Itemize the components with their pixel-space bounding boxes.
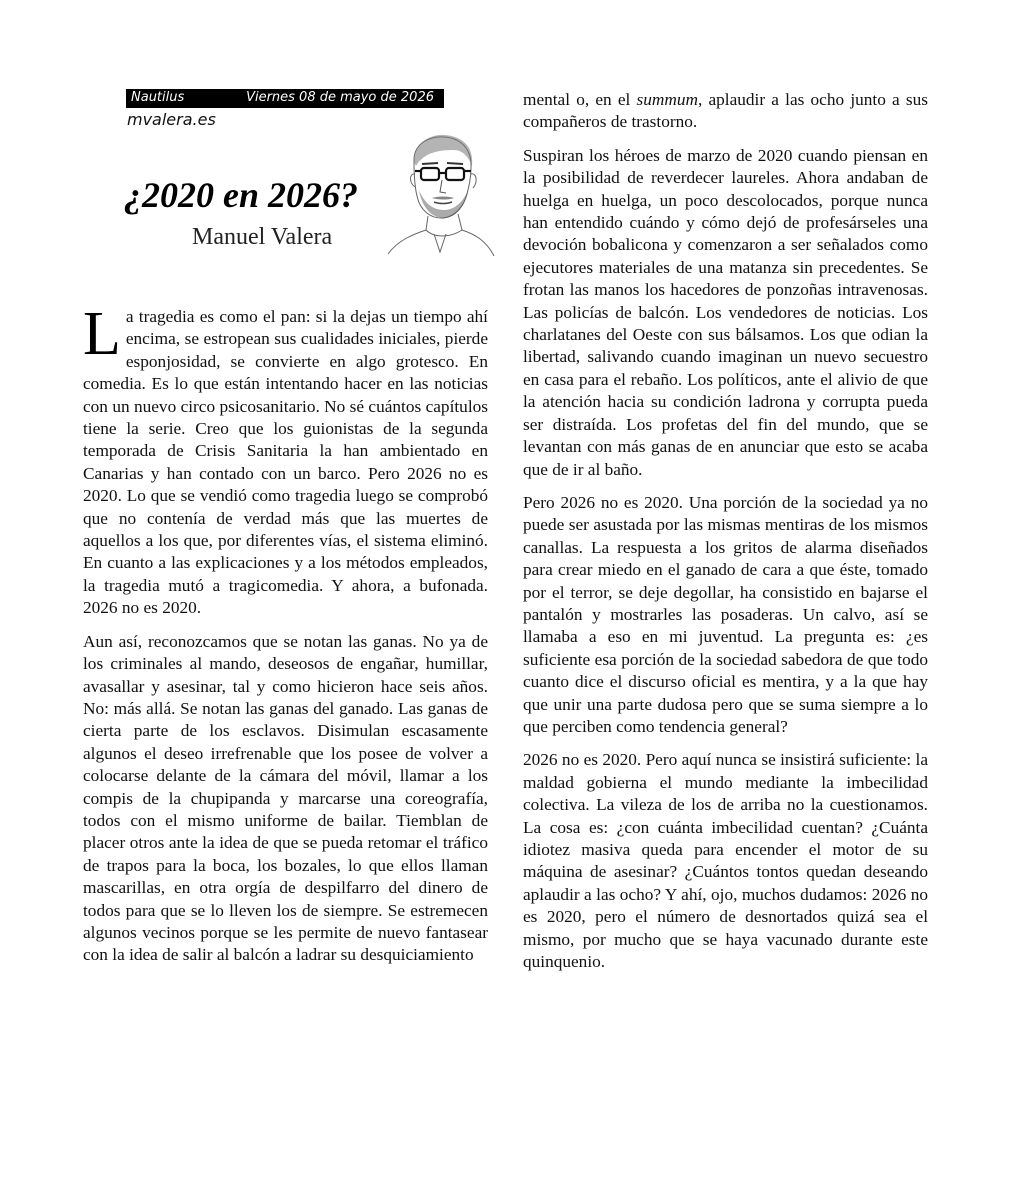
publication-date: Viernes 08 de mayo de 2026 xyxy=(246,90,434,105)
article-author: Manuel Valera xyxy=(192,224,333,250)
continued-text-after: , aplaudir a las ocho junto a sus compañeros de trastorno. xyxy=(523,90,928,132)
drop-cap: L xyxy=(83,300,121,368)
article-paragraph-4: Pero 2026 no es 2020. Una porción de la sociedad ya no puede ser asustada por las mismas mentiras de los mismos canallas. La respuesta a los gritos de alarma diseñados para crear miedo en el ganado de cara a que éste, tomado por el terror, se deje degollar, ha consistido en bajarse el pantalón y mostrarles las posaderas. Un calvo, así se llamaba a eso en mi juventud. La pregunta es: ¿es suficiente esa porción de la sociedad sabedora de que todo cuanto dice el discurso oficial es mentira, y a la que hay que unir una parte dudosa pero que se suma siempre a lo que perciben como tendencia general? xyxy=(523,492,928,736)
author-portrait-sketch-icon xyxy=(384,130,496,264)
article-paragraph-1 xyxy=(83,300,488,620)
article-paragraph-2: Aun así, reconozcamos que se notan las ganas. No ya de los criminales al mando, deseosos de engañar, humillar, avasallar y asesinar, tal y como hicieron hace seis años. No: más allá. Se notan las ganas del ganado. Las ganas de cierta parte de los esclavos. Disimulan escasamente algunos el deseo irrefrenable que los posee de volver a colocarse delante de la cámara del móvil, llamar a los compis de la chupipanda y marcarse una coreografía, todos con el mismo uniforme de bailar. Tiemblan de placer otros ante la idea de que se pueda retomar el tráfico de trapos para la boca, los bozales, lo que ellos llaman mascarillas, en otra orgía de despilfarro del dinero de todos para que se lo lleven los de siempre. Se estremecen algunos vecinos porque se les permite de nuevo fantasear con la idea de salir al balcón a ladrar su desquiciamiento xyxy=(83,631,488,965)
article-title: ¿2020 en 2026? xyxy=(124,175,358,215)
article-paragraph-2-continued xyxy=(523,89,928,134)
masthead-bar xyxy=(126,89,444,108)
article-paragraph-3: Suspiran los héroes de marzo de 2020 cuando piensan en la posibilidad de reverdecer laureles. Ahora andaban de huelga en huelga, un poco descolocados, porque nunca han entendido cuándo y cómo dejó de profesárseles una devoción bobalicona y comenzaron a ser señalados como ejecutores materiales de una matanza sin precedentes. Se frotan las manos los hacedores de ponzoñas intravenosas. Las policías de balcón. Los vendedores de noticias. Los charlatanes del Oeste con sus bálsamos. Los que odian la libertad, salivando cuando imaginan un nuevo secuestro en casa para el rebaño. Los políticos, ante el alivio de que la atención hacia su condición ladrona y corrupta pueda ser distraída. Los profetas del fin del mundo, que se levantan con más ganas de en anunciar que esto se acaba que de ir al baño. xyxy=(523,145,928,479)
paragraph-1-text: a tragedia es como el pan: si la dejas un tiempo ahí encima, se estropean sus cualidades iniciales, pierde esponjosidad, se convierte en algo grotesco. En comedia. Es lo que están intentando hacer en las noticias con un nuevo circo psicosanitario. No sé cuántos capítulos tiene la serie. Creo que los guionistas de la segunda temporada de Crisis Sanitaria la han ambientado en Canarias y han contado con un barco. Pero 2026 no es 2020. Lo que se vendió como tragedia luego se comprobó que no contenía de verdad más que las muertes de aquellos a los que, por diferentes vías, el sistema eliminó. En cuanto a las explicaciones y a los métodos empleados, la tragedia mutó a tragicomedia. Y ahora, a bufonada. 2026 no es 2020. xyxy=(83,307,488,618)
continued-text-italic: summum xyxy=(636,90,698,109)
article-paragraph-5: 2026 no es 2020. Pero aquí nunca se insistirá suficiente: la maldad gobierna el mundo mediante la imbecilidad colectiva. La vileza de los de arriba no la cuestionamos. La cosa es: ¿con cuánta imbecilidad cuentan? ¿Cuánta idiotez masiva queda para encender el motor de su máquina de asesinar? ¿Cuántos tontos quedan deseando aplaudir a las ocho? Y ahí, ojo, muchos dudamos: 2026 no es 2020, pero el número de desnortados quizá sea el mismo, por mucho que se haya vacunado durante este quinquenio. xyxy=(523,750,928,972)
publication-name: Nautilus xyxy=(131,90,185,105)
article-column-left xyxy=(83,300,488,978)
article-column-right xyxy=(523,89,928,984)
site-url: mvalera.es xyxy=(127,110,216,129)
continued-text-before: mental o, en el xyxy=(523,90,637,109)
